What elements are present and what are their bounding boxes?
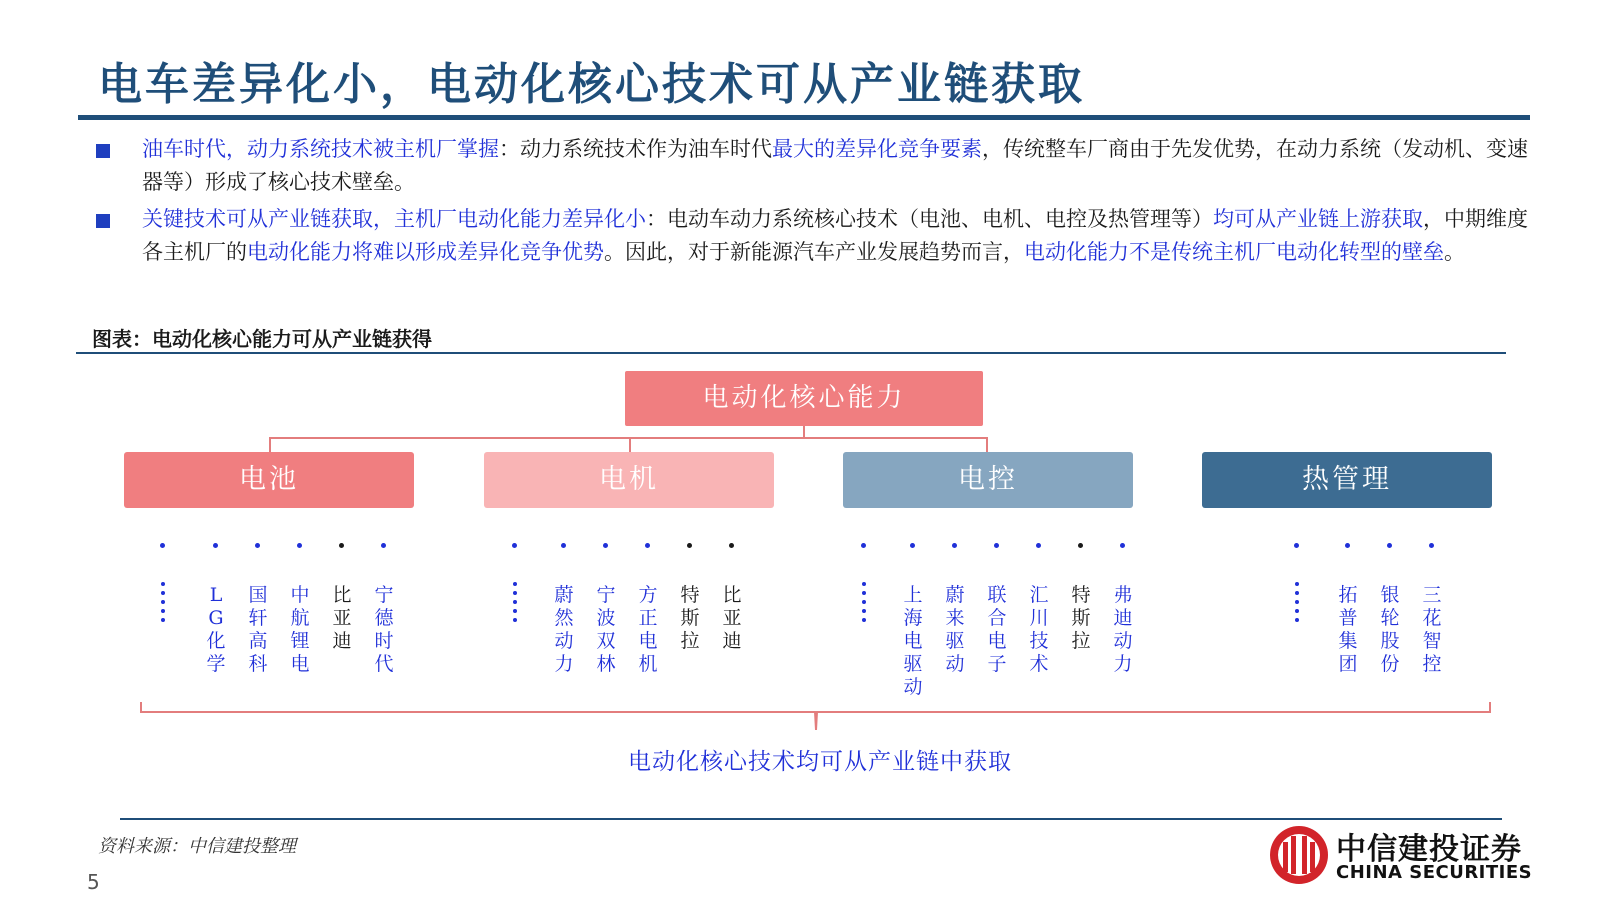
bullet-dot bbox=[729, 543, 734, 548]
china-securities-logo-icon bbox=[1268, 824, 1330, 886]
supplier-name: 联合电子 bbox=[987, 584, 1007, 675]
bullet-dot bbox=[339, 543, 344, 548]
bullet-segment: 电动化能力不是传统主机厂电动化转型的壁垒 bbox=[1024, 240, 1444, 264]
ellipsis-dot bbox=[513, 591, 517, 595]
supplier-name: 国轩高科 bbox=[248, 584, 268, 675]
logo-chinese-name: 中信建投证券 bbox=[1336, 832, 1522, 867]
logo-english-name: CHINA SECURITIES bbox=[1336, 862, 1533, 883]
bullet-dot bbox=[952, 543, 957, 548]
ellipsis-dot bbox=[513, 609, 517, 613]
supplier-name: 比亚迪 bbox=[332, 584, 352, 652]
bullet-segment: ：动力系统技术作为油车时代 bbox=[499, 137, 772, 161]
source-note: 资料来源：中信建投整理 bbox=[98, 836, 296, 857]
category-node-motor: 电机 bbox=[484, 452, 774, 508]
supplier-name: 比亚迪 bbox=[722, 584, 742, 652]
source-divider bbox=[120, 818, 1502, 820]
branch-horizontal-line bbox=[269, 437, 986, 439]
bullet-dot bbox=[910, 543, 915, 548]
supplier-name: 弗迪动力 bbox=[1113, 584, 1133, 675]
ellipsis-dot bbox=[862, 618, 866, 622]
supplier-name: 上海电驱动 bbox=[903, 584, 923, 698]
bullet-dot bbox=[1036, 543, 1041, 548]
square-bullet-icon bbox=[96, 144, 110, 158]
bullet-segment: 均可从产业链上游获取 bbox=[1213, 207, 1423, 231]
supplier-name: 汇川技术 bbox=[1029, 584, 1049, 675]
ellipsis-dot bbox=[862, 600, 866, 604]
root-node: 电动化核心能力 bbox=[625, 371, 983, 426]
bullet-segment: ，传统整车厂商由于先发优势，在动力系统（发动机、变速器等）形成了核心技术壁垒。 bbox=[142, 137, 1528, 194]
bullet-segment: 。因此，对于新能源汽车产业发展趋势而言， bbox=[604, 240, 1024, 264]
bullet-text-1 bbox=[142, 137, 1528, 194]
title-divider bbox=[78, 115, 1530, 120]
bullet-dot bbox=[297, 543, 302, 548]
square-bullet-icon bbox=[96, 214, 110, 228]
ellipsis-dot bbox=[161, 582, 165, 586]
bullet-dot bbox=[255, 543, 260, 548]
supplier-name: 银轮股份 bbox=[1380, 584, 1400, 675]
supplier-name: 宁德时代 bbox=[374, 584, 394, 675]
supplier-name: 特斯拉 bbox=[680, 584, 700, 652]
page-number: 5 bbox=[87, 870, 100, 894]
ellipsis-dot bbox=[862, 591, 866, 595]
bullet-list bbox=[92, 133, 1532, 273]
supplier-name: 三花智控 bbox=[1422, 584, 1442, 675]
category-node-thermal: 热管理 bbox=[1202, 452, 1492, 508]
branch-line-motor bbox=[629, 437, 631, 452]
supplier-name: 拓普集团 bbox=[1338, 584, 1358, 675]
bullet-dot bbox=[1429, 543, 1434, 548]
conclusion-text: 电动化核心技术均可从产业链中获取 bbox=[628, 749, 1012, 775]
bullet-text-2 bbox=[142, 207, 1528, 264]
bullet-dot bbox=[1294, 543, 1299, 548]
ellipsis-dot bbox=[862, 582, 866, 586]
ellipsis-dot bbox=[513, 618, 517, 622]
company-logo bbox=[1268, 822, 1548, 890]
bullet-item-2 bbox=[92, 203, 1532, 269]
branch-line-battery bbox=[269, 437, 271, 452]
bullet-segment: ：电动车动力系统核心技术（电池、电机、电控及热管理等） bbox=[646, 207, 1213, 231]
bullet-segment: 油车时代，动力系统技术被主机厂掌握 bbox=[142, 137, 499, 161]
vertical-ellipsis-icon bbox=[862, 582, 866, 627]
bullet-segment: 最大的差异化竞争要素 bbox=[772, 137, 982, 161]
supplier-name: 宁波双林 bbox=[596, 584, 616, 675]
bullet-dot bbox=[381, 543, 386, 548]
supplier-name: 方正电机 bbox=[638, 584, 658, 675]
bullet-segment: 电动化能力将难以形成差异化竞争优势 bbox=[247, 240, 604, 264]
figure-divider bbox=[76, 352, 1506, 354]
ellipsis-dot bbox=[161, 609, 165, 613]
vertical-ellipsis-icon bbox=[1295, 582, 1299, 627]
bullet-dot bbox=[687, 543, 692, 548]
bullet-dot bbox=[1078, 543, 1083, 548]
ellipsis-dot bbox=[1295, 591, 1299, 595]
bullet-dot bbox=[1120, 543, 1125, 548]
bullet-dot bbox=[1345, 543, 1350, 548]
ellipsis-dot bbox=[513, 600, 517, 604]
bullet-segment: 。 bbox=[1444, 240, 1465, 264]
supplier-name: 蔚来驱动 bbox=[945, 584, 965, 675]
ellipsis-dot bbox=[1295, 582, 1299, 586]
bullet-dot bbox=[160, 543, 165, 548]
vertical-ellipsis-icon bbox=[513, 582, 517, 627]
supplier-name: 特斯拉 bbox=[1071, 584, 1091, 652]
bullet-dot bbox=[561, 543, 566, 548]
bullet-dot bbox=[1387, 543, 1392, 548]
bullet-segment: ，中期维度各主机厂的 bbox=[142, 207, 1528, 264]
ellipsis-dot bbox=[161, 591, 165, 595]
ellipsis-dot bbox=[1295, 609, 1299, 613]
bullet-dot bbox=[861, 543, 866, 548]
vertical-ellipsis-icon bbox=[161, 582, 165, 627]
summary-brace bbox=[140, 700, 1492, 734]
bullet-segment: 关键技术可从产业链获取，主机厂电动化能力差异化小 bbox=[142, 207, 646, 231]
bullet-dot bbox=[213, 543, 218, 548]
ellipsis-dot bbox=[862, 609, 866, 613]
category-node-controller: 电控 bbox=[843, 452, 1133, 508]
category-node-battery: 电池 bbox=[124, 452, 414, 508]
page-title: 电车差异化小，电动化核心技术可从产业链获取 bbox=[98, 59, 1085, 110]
supplier-name: LG化学 bbox=[206, 584, 226, 675]
figure-label: 图表：电动化核心能力可从产业链获得 bbox=[92, 327, 432, 351]
ellipsis-dot bbox=[1295, 618, 1299, 622]
bullet-dot bbox=[603, 543, 608, 548]
ellipsis-dot bbox=[513, 582, 517, 586]
branch-line-controller bbox=[986, 437, 988, 452]
ellipsis-dot bbox=[1295, 600, 1299, 604]
supplier-name: 蔚然动力 bbox=[554, 584, 574, 675]
bullet-dot bbox=[512, 543, 517, 548]
ellipsis-dot bbox=[161, 600, 165, 604]
ellipsis-dot bbox=[161, 618, 165, 622]
bullet-item-1 bbox=[92, 133, 1532, 199]
bullet-dot bbox=[994, 543, 999, 548]
bullet-dot bbox=[645, 543, 650, 548]
supplier-name: 中航锂电 bbox=[290, 584, 310, 675]
